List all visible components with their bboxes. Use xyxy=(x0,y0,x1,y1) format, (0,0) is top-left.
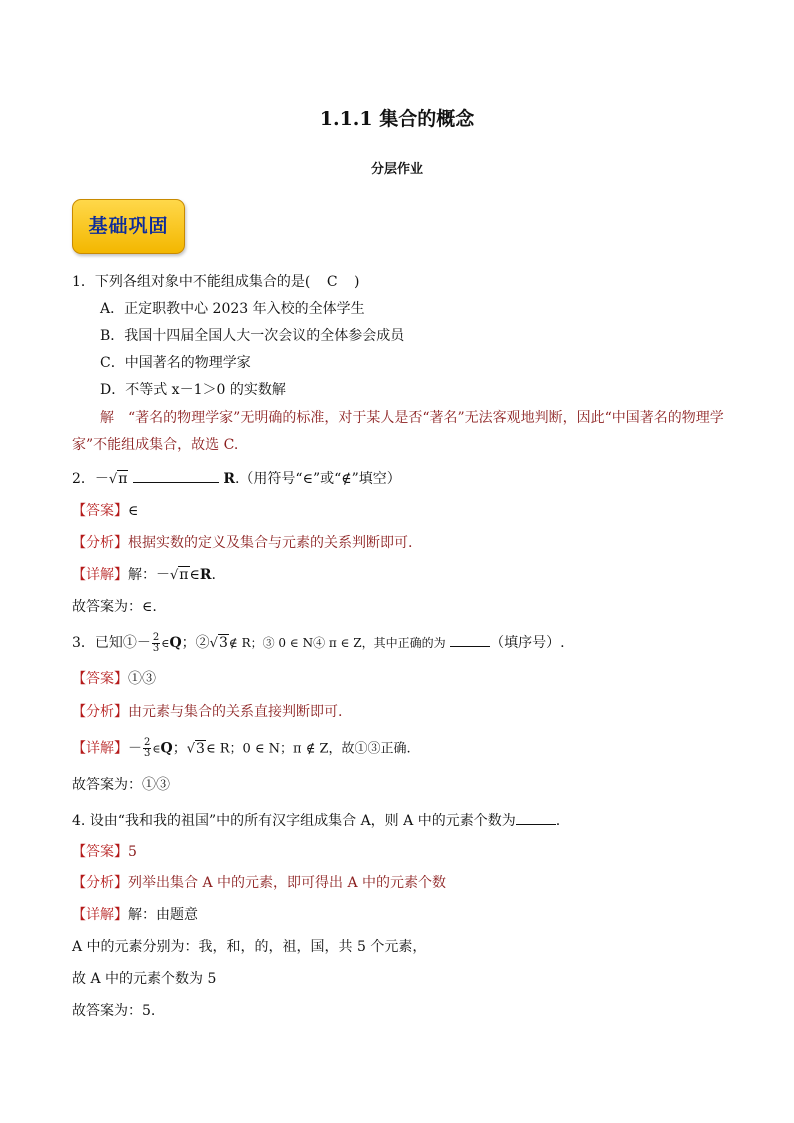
q2-answer xyxy=(72,501,138,521)
q1-solution-line1: 解 “著名的物理学家”无明确的标准，对于某人是否“著名”无法客观地判断，因此“中国著名的物理学 xyxy=(100,410,724,426)
section-badge-label: 基础巩固 xyxy=(88,215,169,237)
q3-answer xyxy=(72,669,156,689)
q1-option-d: D．不等式 x－1＞0 的实数解 xyxy=(100,382,286,398)
q3-answer-value: ①③ xyxy=(128,671,156,687)
q3-set-q: Q xyxy=(169,635,182,651)
q3-final: 故答案为：①③ xyxy=(72,777,170,793)
q2-suffix: .（用符号“∈”或“∉”填空） xyxy=(234,471,401,487)
q3-detail-set-q: Q xyxy=(160,740,173,757)
q3-fraction-den: 3 xyxy=(152,642,160,654)
q3-p2: ；② xyxy=(181,635,210,651)
q3-detail-tag: 【详解】 xyxy=(72,740,128,757)
q2-prefix: 2．－ xyxy=(72,471,109,487)
section-badge xyxy=(72,199,185,254)
q3-detail-den: 3 xyxy=(144,748,151,759)
q1-option-a: A．正定职教中心 2023 年入校的全体学生 xyxy=(100,301,365,317)
q4-answer xyxy=(72,842,137,862)
q3-d3: ； xyxy=(172,740,187,757)
q2-analysis xyxy=(72,533,412,553)
q4-analysis-tag: 【分析】 xyxy=(72,875,128,891)
q3-analysis-tag: 【分析】 xyxy=(72,704,128,720)
q2-stem: 2．－√π R.（用符号“∈”或“∉”填空） xyxy=(72,468,401,490)
q1-answer: C xyxy=(326,274,338,290)
q4-end: . xyxy=(555,813,561,829)
q4-analysis-text: 列举出集合 A 中的元素，即可得出 A 中的元素个数 xyxy=(128,875,447,891)
q3-fraction xyxy=(152,633,160,654)
q3-d2: ∈ xyxy=(152,742,161,756)
q3-d4: ∈ R；0 ∈ N；π ∉ Z，故①③正确. xyxy=(205,741,411,757)
q3-d1: － xyxy=(128,740,142,757)
q2-pi: π xyxy=(118,471,128,487)
q2-detail-set: R xyxy=(199,567,212,583)
q3-elem1: ∈ xyxy=(161,637,170,650)
q2-final: 故答案为：∈. xyxy=(72,599,157,615)
q4-detail-line3: 故 A 中的元素个数为 5 xyxy=(72,971,217,987)
q4-answer-value: 5 xyxy=(128,844,137,860)
q4-detail-tag: 【详解】 xyxy=(72,907,128,923)
q1-solution-line2: 家”不能组成集合，故选 C. xyxy=(72,437,239,453)
q3-p3: ∉ R；③ 0 ∈ N④ π ∈ Z，其中正确的为 xyxy=(228,636,446,650)
q4-stem-text: 4. 设由“我和我的祖国”中的所有汉字组成集合 A，则 A 中的元素个数为 xyxy=(72,813,516,829)
q2-detail-mid: ∈ xyxy=(189,567,200,583)
q3-detail-fraction xyxy=(143,738,151,759)
q3-analysis xyxy=(72,702,342,722)
q3-analysis-text: 由元素与集合的关系直接判断即可. xyxy=(128,704,343,720)
q2-answer-value: ∈ xyxy=(128,503,139,519)
q2-blank xyxy=(133,468,219,483)
q2-analysis-text: 根据实数的定义及集合与元素的关系判断即可. xyxy=(128,535,413,551)
q3-fraction-num: 2 xyxy=(152,631,160,643)
q2-detail-end: . xyxy=(211,567,216,583)
q3-stem: 3．已知①－ $\frac{2}{3}$ ∈Q；②√3∉ R；③ 0 ∈ N④ π ∈ Z，其中正确的为 （填序号）. xyxy=(72,631,565,654)
q3-p4: （填序号）. xyxy=(490,635,565,651)
q3-prefix: 3．已知①－ xyxy=(72,635,151,651)
q3-root: 3 xyxy=(218,635,228,651)
q2-set: R xyxy=(223,471,235,487)
page-title: 1.1.1 集合的概念 xyxy=(319,108,475,130)
q3-detail-root: 3 xyxy=(196,740,205,757)
q1-option-b: B．我国十四届全国人大一次会议的全体参会成员 xyxy=(100,328,405,344)
q4-detail xyxy=(72,905,198,925)
q3-detail-num: 2 xyxy=(144,737,151,748)
q2-detail-pre: 解：－ xyxy=(128,567,170,583)
q1-stem-text: 1．下列各组对象中不能组成集合的是( xyxy=(72,274,311,290)
q2-detail-tag: 【详解】 xyxy=(72,567,128,583)
q4-stem xyxy=(72,810,560,831)
q1-option-c: C．中国著名的物理学家 xyxy=(100,355,251,371)
q4-analysis xyxy=(72,873,446,893)
q1-close: ) xyxy=(354,274,360,290)
q2-detail: 【详解】解：－√π∈R. xyxy=(72,567,216,583)
q4-detail-line2: A 中的元素分别为：我，和，的，祖，国，共 5 个元素， xyxy=(72,939,427,955)
q4-blank xyxy=(516,810,556,825)
q3-blank xyxy=(450,632,490,647)
q1-stem xyxy=(72,272,359,292)
q3-answer-tag: 【答案】 xyxy=(72,671,128,687)
q2-answer-tag: 【答案】 xyxy=(72,503,128,519)
q4-answer-tag: 【答案】 xyxy=(72,844,128,860)
page-subtitle: 分层作业 xyxy=(370,162,423,177)
q2-analysis-tag: 【分析】 xyxy=(72,535,128,551)
q4-detail-text: 解：由题意 xyxy=(128,907,198,923)
q3-detail: 【详解】－ $\frac{2}{3}$ ∈Q；√3∈ R；0 ∈ N；π ∉ Z，故①③正确. xyxy=(72,737,411,759)
q2-detail-pi: π xyxy=(179,567,189,583)
q4-final: 故答案为：5. xyxy=(72,1003,156,1019)
